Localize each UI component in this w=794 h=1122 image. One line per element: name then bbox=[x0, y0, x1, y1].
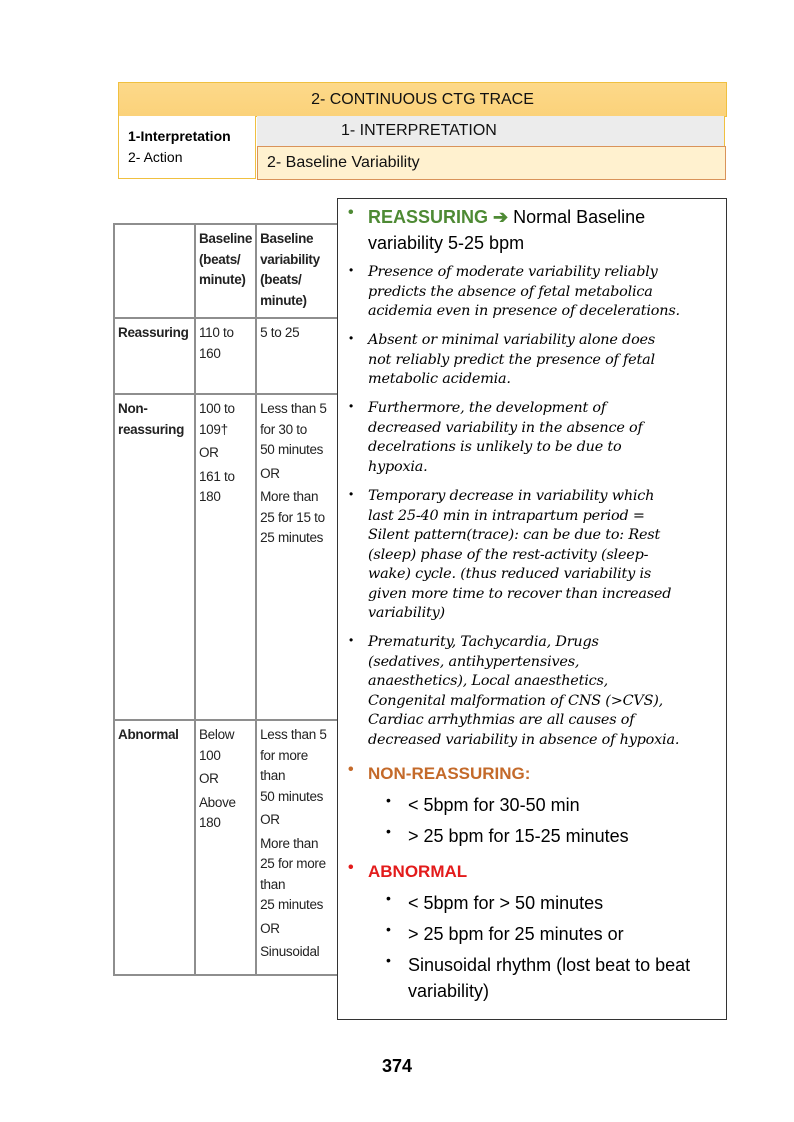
variability-table bbox=[113, 223, 337, 976]
table-row bbox=[114, 394, 337, 720]
bullet-icon: • bbox=[349, 263, 354, 277]
bullet-icon: • bbox=[386, 952, 391, 968]
nav-item-action[interactable]: 2- Action bbox=[128, 149, 183, 165]
row-category: Non- reassuring bbox=[114, 394, 195, 720]
table-header-empty bbox=[114, 224, 195, 318]
table-header-variability: Baseline variability (beats/ minute) bbox=[256, 224, 337, 318]
bullet-icon: • bbox=[348, 761, 354, 778]
row-variability: Less than 5 for more than 50 minutes OR More than 25 for more than 25 minutes OR Sinusoidal bbox=[256, 720, 337, 975]
table-header-baseline: Baseline (beats/ minute) bbox=[195, 224, 256, 318]
header-nav bbox=[118, 116, 256, 179]
bullet-icon: • bbox=[348, 204, 354, 221]
header-subsection: 2- Baseline Variability bbox=[257, 146, 726, 180]
header-title: 2- CONTINUOUS CTG TRACE bbox=[118, 82, 727, 117]
notes-panel: • REASSURING ➔ Normal Baseline variability 5-25 bpm • Presence of moderate variability reliably predicts the absence of fetal metabolica acidemia even in presence of decelerations. • Absent or minimal variability alone does not reliably predict the presence of fetal metabolic acidemia. • Furthermore, the development of decreased variability in the absence of decelrations is unlikely to be due to hypoxia. • Temporary decrease in variability which last 25-40 min in intrapartum period = Silent pattern(trace): can be due to: Rest (sleep) phase of the rest-activity (sleep- wake) cycle. (thus reduced variability is given more time to recover than increased variability) • Prematurity, Tachycardia, Drugs (sedatives, antihypertensives, anaesthetics), Local anaesthetics, Congenital malformation of CNS (>CVS), Cardiac arrhythmias are all causes of decreased variability in absence of hypoxia. • NON-REASSURING: • < 5bpm for 30-50 min • > 25 bpm for 15-25 minutes • ABNORMAL • < 5bpm for > 50 minutes • > 25 bpm for 25 minutes or • Sinusoidal rhythm (lost beat to beat variability) bbox=[337, 198, 727, 1020]
nav-item-interpretation[interactable]: 1-Interpretation bbox=[128, 128, 231, 144]
bullet-icon: • bbox=[348, 859, 354, 876]
bullet-icon: • bbox=[349, 633, 354, 647]
row-baseline: 110 to 160 bbox=[195, 318, 256, 394]
bullet-icon: • bbox=[349, 331, 354, 345]
bullet-icon: • bbox=[386, 921, 391, 937]
non-reassuring-label: NON-REASSURING: bbox=[368, 764, 531, 783]
row-category: Abnormal bbox=[114, 720, 195, 975]
arrow-right-icon: ➔ bbox=[493, 207, 509, 227]
reassuring-text-line2: variability 5-25 bpm bbox=[368, 233, 525, 253]
bullet-icon: • bbox=[386, 890, 391, 906]
table-header-row bbox=[114, 224, 337, 318]
row-variability: 5 to 25 bbox=[256, 318, 337, 394]
reassuring-text-line1: Normal Baseline bbox=[513, 207, 646, 227]
row-baseline: 100 to 109† OR 161 to 180 bbox=[195, 394, 256, 720]
row-category: Reassuring bbox=[114, 318, 195, 394]
bullet-icon: • bbox=[386, 823, 391, 839]
page-number: 374 bbox=[381, 1056, 413, 1076]
row-variability: Less than 5 for 30 to 50 minutes OR More than 25 for 15 to 25 minutes bbox=[256, 394, 337, 720]
table-row bbox=[114, 318, 337, 394]
bullet-icon: • bbox=[349, 399, 354, 413]
bullet-icon: • bbox=[349, 487, 354, 501]
reassuring-label: REASSURING bbox=[368, 207, 489, 227]
table-row bbox=[114, 720, 337, 975]
section-header bbox=[118, 82, 727, 180]
abnormal-label: ABNORMAL bbox=[368, 862, 468, 881]
row-baseline: Below 100 OR Above 180 bbox=[195, 720, 256, 975]
bullet-icon: • bbox=[386, 792, 391, 808]
header-section: 1- INTERPRETATION bbox=[257, 116, 725, 146]
